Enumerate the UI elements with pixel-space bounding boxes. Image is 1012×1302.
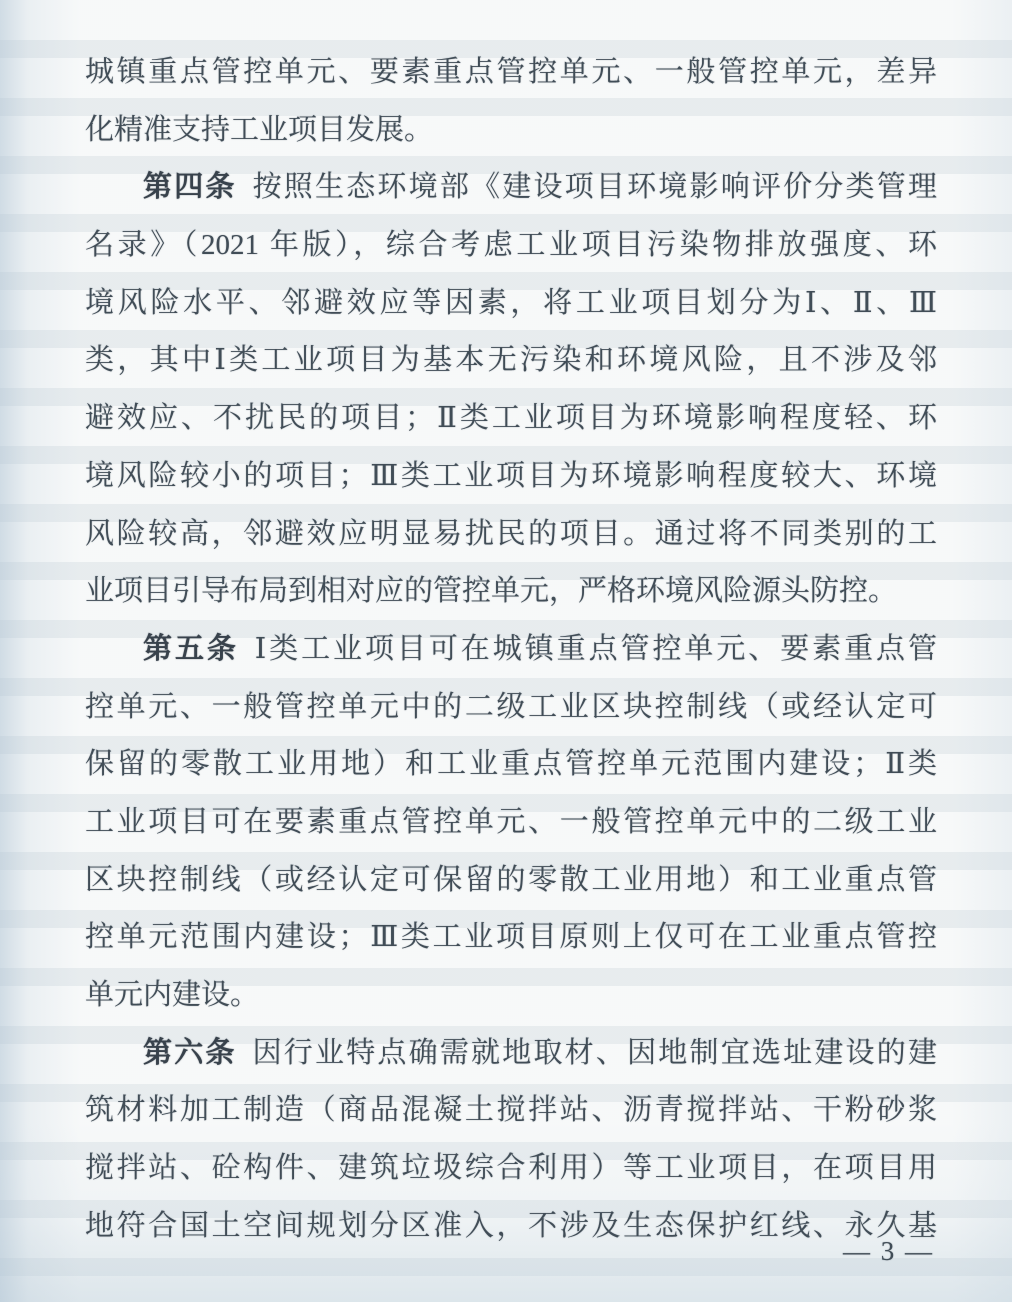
page-number: — 3 — (843, 1236, 934, 1266)
text-line: 搅拌站、砼构件、建筑垃圾综合利用）等工业项目，在项目用 (85, 1152, 937, 1185)
article-text: 按照生态环境部《建设项目环境影响评价分类管理 (252, 171, 937, 204)
text-line: 类，其中Ⅰ类工业项目为基本无污染和环境风险，且不涉及邻 (85, 344, 937, 377)
text-line: 避效应、不扰民的项目；Ⅱ类工业项目为环境影响程度轻、环 (85, 402, 937, 435)
text-line: 城镇重点管控单元、要素重点管控单元、一般管控单元，差异 (85, 56, 937, 88)
text-line: 境风险较小的项目；Ⅲ类工业项目为环境影响程度较大、环境 (85, 459, 937, 492)
text-line: 化精准支持工业项目发展。 (85, 113, 434, 146)
article-number-label: 第六条 (143, 1036, 237, 1069)
text-line: 地符合国土空间规划分区准入，不涉及生态保护红线、永久基 (85, 1209, 937, 1242)
text-line: 控单元、一般管控单元中的二级工业区块控制线（或经认定可 (85, 690, 937, 723)
text-line: 风险较高，邻避效应明显易扰民的项目。通过将不同类别的工 (85, 517, 937, 550)
document-body (85, 44, 937, 1255)
text-line: 区块控制线（或经认定可保留的零散工业用地）和工业重点管 (85, 863, 937, 896)
text-line (85, 1025, 937, 1083)
article-number-label: 第五条 (143, 632, 239, 665)
text-line: 保留的零散工业用地）和工业重点管控单元范围内建设；Ⅱ类 (85, 748, 937, 781)
article-text: Ⅰ类工业项目可在城镇重点管控单元、要素重点管 (254, 632, 937, 665)
text-line: 单元内建设。 (85, 979, 260, 1011)
text-line: 工业项目可在要素重点管控单元、一般管控单元中的二级工业 (85, 805, 937, 838)
text-line: 业项目引导布局到相对应的管控单元，严格环境风险源头防控。 (85, 575, 898, 608)
text-line: 境风险水平、邻避效应等因素，将工业项目划分为Ⅰ、Ⅱ、Ⅲ (85, 286, 937, 319)
text-line: 筑材料加工制造（商品混凝土搅拌站、沥青搅拌站、干粉砂浆 (85, 1094, 937, 1127)
article-text: 因行业特点确需就地取材、因地制宜选址建设的建 (252, 1036, 937, 1069)
article-number-label: 第四条 (143, 171, 237, 204)
text-line: 控单元范围内建设；Ⅲ类工业项目原则上仅可在工业重点管控 (85, 921, 937, 954)
text-line: 名录》（2021 年版），综合考虑工业项目污染物排放强度、环 (85, 229, 937, 262)
text-line (85, 159, 937, 217)
text-line (85, 621, 937, 679)
